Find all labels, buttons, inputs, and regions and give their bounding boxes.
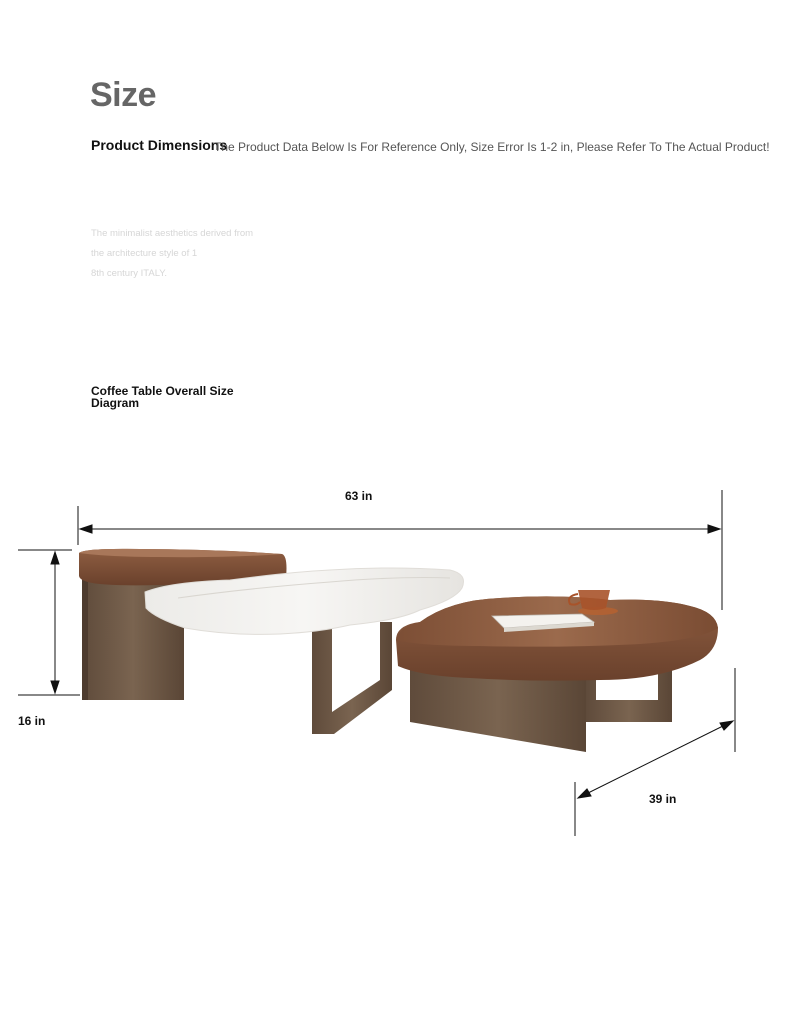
reference-disclaimer: The Product Data Below Is For Reference Only, Size Error Is 1-2 in, Please Refer To The Actual Product! (214, 140, 770, 154)
tagline-line: The minimalist aesthetics derived from (91, 228, 254, 239)
width-label: 63 in (345, 489, 373, 503)
page-title: Size (90, 76, 157, 114)
height-dimension-line (18, 550, 80, 695)
tagline-line: the architecture style of 1 (91, 248, 198, 259)
depth-label: 39 in (649, 792, 677, 806)
diagram-title: Coffee Table Overall Size Diagram (91, 384, 234, 410)
product-dimensions-heading: Product Dimensions (91, 137, 228, 153)
right-wood-table (396, 590, 718, 752)
depth-dimension-line (575, 668, 735, 836)
tagline-line: 8th century ITALY. (91, 268, 168, 279)
height-label: 16 in (18, 714, 46, 728)
